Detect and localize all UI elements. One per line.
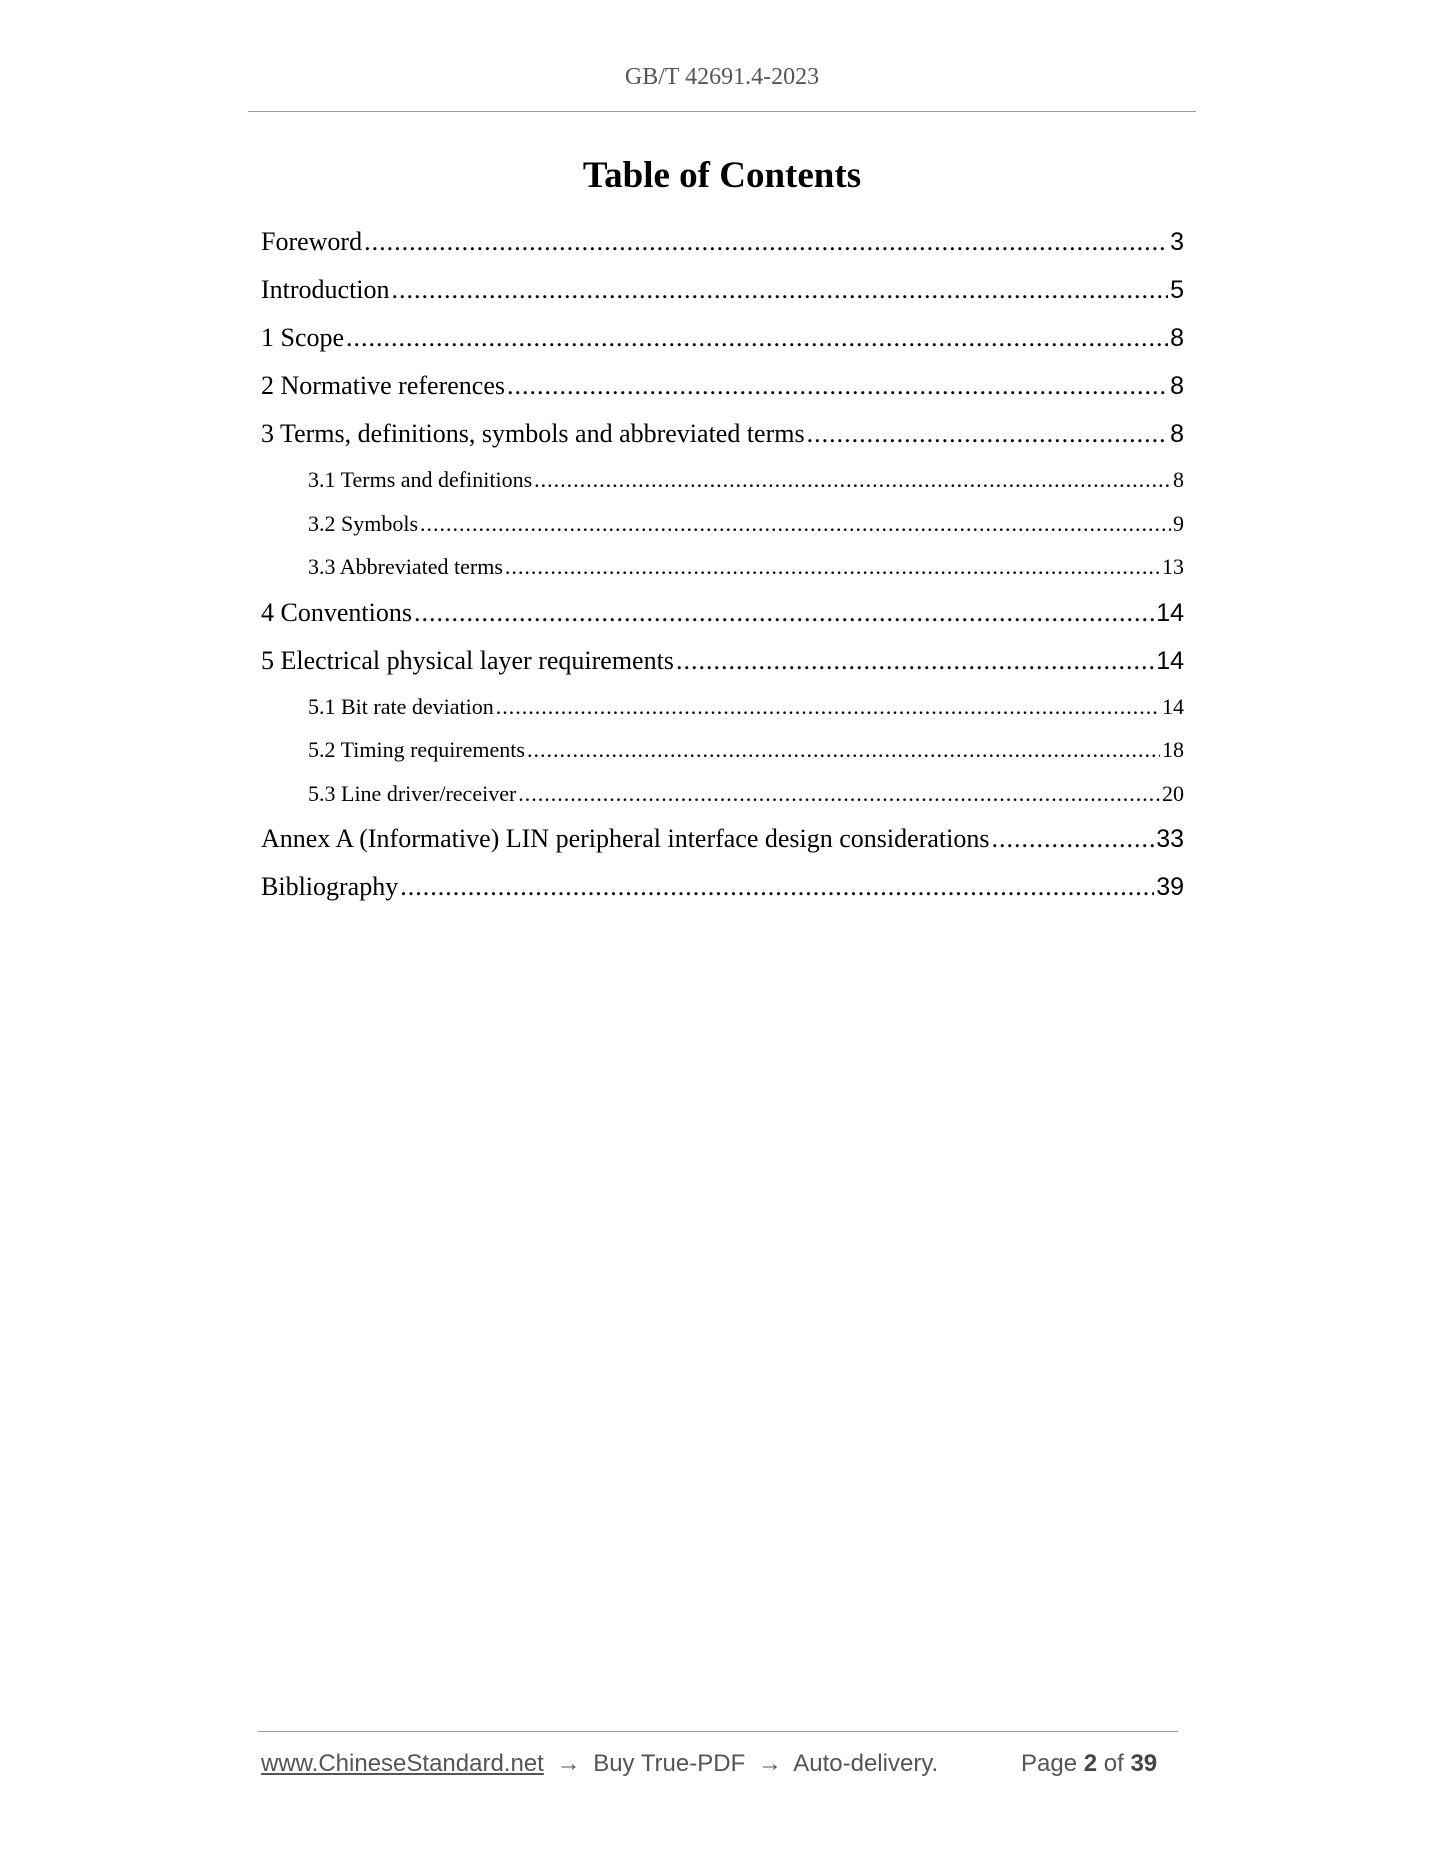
dot-leader <box>991 815 1154 863</box>
toc-entry-page: 14 <box>1156 598 1184 627</box>
toc-entry-normative-references[interactable] <box>261 362 1184 410</box>
toc-entry-scope[interactable] <box>261 314 1184 362</box>
toc-subentry-abbreviated-terms[interactable] <box>261 545 1184 589</box>
toc-subentry-symbols[interactable] <box>261 502 1184 546</box>
dot-leader <box>496 685 1160 729</box>
toc-title: Table of Contents <box>582 155 862 196</box>
dot-leader <box>420 502 1171 546</box>
toc-entry-label: 1 Scope <box>261 323 345 352</box>
right-arrow-icon: → <box>757 1750 782 1777</box>
dot-leader <box>364 218 1168 266</box>
buy-true-pdf-text: Buy True-PDF <box>593 1750 746 1777</box>
dot-leader <box>400 863 1154 911</box>
total-page-number: 39 <box>1130 1750 1158 1777</box>
header-divider <box>248 111 1196 112</box>
website-link[interactable]: www.ChineseStandard.net <box>261 1750 544 1777</box>
page-of-label: of <box>1103 1750 1124 1777</box>
toc-entry-page: 3 <box>1170 228 1184 256</box>
toc-entry-page: 8 <box>1170 324 1184 352</box>
toc-entry-page: 14 <box>1156 646 1184 675</box>
toc-entry-page: 5 <box>1170 276 1184 304</box>
toc-entry-label: 5 Electrical physical layer requirements <box>261 645 674 675</box>
toc-subentry-terms-and-definitions[interactable] <box>261 458 1184 502</box>
page-header: GB/T 42691.4-2023 <box>624 64 820 90</box>
dot-leader <box>518 772 1160 816</box>
dot-leader <box>527 728 1160 772</box>
toc-entry-label: 4 Conventions <box>261 597 412 627</box>
toc-entry-conventions[interactable] <box>261 589 1184 637</box>
toc-entry-label: 5.1 Bit rate deviation <box>308 693 494 719</box>
toc-subentry-bit-rate-deviation[interactable] <box>261 685 1184 729</box>
toc-entry-label: 3.2 Symbols <box>308 510 419 536</box>
toc-entry-label: 3.3 Abbreviated terms <box>308 554 503 579</box>
dot-leader <box>392 266 1169 314</box>
dot-leader <box>807 410 1168 458</box>
auto-delivery-text: Auto-delivery. <box>793 1750 939 1777</box>
current-page-number: 2 <box>1083 1750 1098 1777</box>
dot-leader <box>676 637 1154 685</box>
table-of-contents <box>261 218 1184 911</box>
page-label: Page <box>1021 1750 1078 1777</box>
toc-entry-page: 20 <box>1162 780 1184 806</box>
toc-entry-page: 13 <box>1162 554 1184 579</box>
dot-leader <box>414 589 1154 637</box>
toc-entry-page: 9 <box>1173 510 1184 536</box>
toc-entry-page: 14 <box>1162 693 1184 719</box>
footer-divider <box>258 1731 1178 1732</box>
page-footer <box>261 1750 1178 1782</box>
toc-entry-page: 18 <box>1162 737 1184 762</box>
toc-entry-label: 5.2 Timing requirements <box>308 737 525 762</box>
toc-entry-foreword[interactable] <box>261 218 1184 266</box>
toc-entry-introduction[interactable] <box>261 266 1184 314</box>
toc-entry-terms-definitions[interactable] <box>261 410 1184 458</box>
toc-subentry-line-driver-receiver[interactable] <box>261 772 1184 816</box>
dot-leader <box>507 362 1168 410</box>
dot-leader <box>505 545 1160 589</box>
toc-entry-label: Foreword <box>261 227 363 256</box>
dot-leader <box>534 458 1171 502</box>
toc-entry-electrical-physical-layer[interactable] <box>261 637 1184 685</box>
toc-subentry-timing-requirements[interactable] <box>261 728 1184 772</box>
toc-entry-page: 33 <box>1156 825 1184 853</box>
toc-entry-label: Annex A (Informative) LIN peripheral interface design considerations <box>261 824 990 853</box>
page-counter <box>1021 1750 1157 1778</box>
toc-entry-label: 3 Terms, definitions, symbols and abbreviated terms <box>261 419 805 448</box>
toc-entry-bibliography[interactable] <box>261 863 1184 911</box>
toc-entry-label: Introduction <box>261 275 390 304</box>
toc-entry-label: Bibliography <box>261 872 399 901</box>
toc-entry-page: 8 <box>1170 420 1184 448</box>
toc-entry-label: 3.1 Terms and definitions <box>308 467 533 492</box>
toc-entry-page: 39 <box>1156 873 1184 901</box>
right-arrow-icon: → <box>556 1750 581 1777</box>
toc-entry-label: 2 Normative references <box>261 371 505 400</box>
toc-entry-page: 8 <box>1170 372 1184 400</box>
toc-entry-annex-a[interactable] <box>261 815 1184 863</box>
dot-leader <box>346 314 1168 362</box>
toc-entry-label: 5.3 Line driver/receiver <box>308 780 517 806</box>
toc-entry-page: 8 <box>1173 467 1184 492</box>
footer-promo <box>261 1750 938 1778</box>
